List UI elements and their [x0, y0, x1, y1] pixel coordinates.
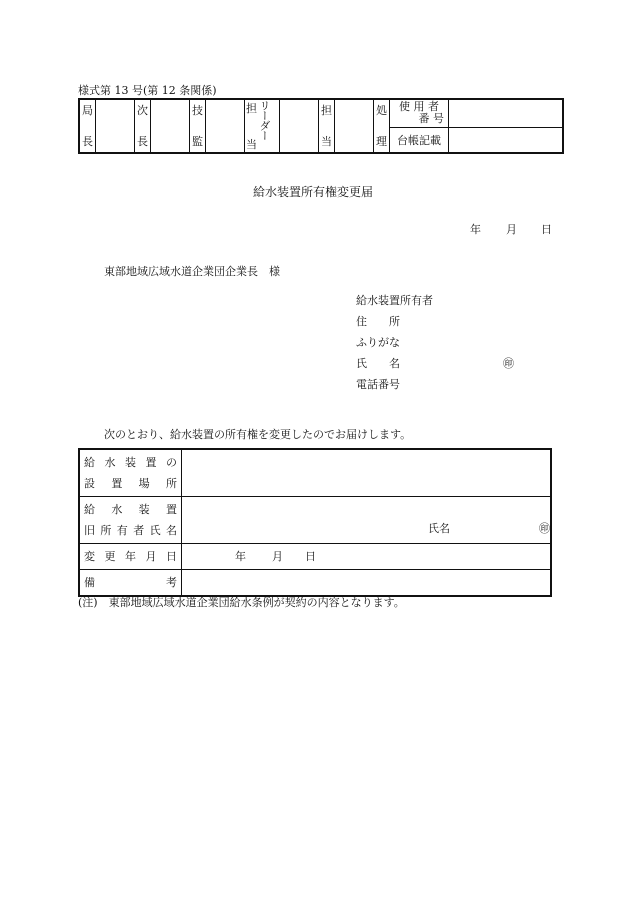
owner-heading: 給水装置所有者	[356, 294, 433, 307]
tanto-label: 担 当	[319, 99, 335, 153]
change-details-table	[78, 448, 552, 597]
document-title: 給水装置所有権変更届	[253, 185, 374, 199]
addressee: 東部地域広域水道企業団企業長 様	[104, 265, 280, 278]
change-date-year: 年	[235, 550, 246, 563]
user-number-label: 使 用 者 番 号	[390, 99, 449, 127]
owner-furigana-label: ふりがな	[356, 336, 400, 349]
owner-seal-mark: ㊞	[503, 357, 514, 370]
tanto-stamp-box[interactable]	[335, 99, 374, 153]
user-number-field[interactable]	[449, 99, 564, 127]
date-month-label: 月	[506, 223, 517, 236]
owner-phone-label: 電話番号	[356, 378, 400, 391]
former-owner-label: 給水装置 旧所有者氏名	[79, 497, 182, 544]
former-owner-field[interactable]	[182, 497, 552, 544]
gikan-stamp-box[interactable]	[206, 99, 245, 153]
remarks-label: 備考	[79, 570, 182, 597]
ledger-entry-label: 台帳記載	[390, 127, 449, 153]
gikan-label: 技 監	[190, 99, 206, 153]
owner-address-label: 住 所	[356, 315, 400, 328]
jicho-label: 次 長	[135, 99, 151, 153]
remarks-field[interactable]	[182, 570, 552, 597]
former-owner-seal-mark: ㊞	[539, 522, 550, 535]
change-date-field[interactable]	[182, 544, 552, 570]
ledger-entry-field[interactable]	[449, 127, 564, 153]
shori-label: 処 理	[374, 99, 390, 153]
approval-stamp-table	[78, 98, 564, 154]
kyokucho-stamp-box[interactable]	[96, 99, 135, 153]
date-day-label: 日	[541, 223, 552, 236]
change-date-month: 月	[272, 550, 283, 563]
tanto-leader-label: 担 リーダー 当	[245, 99, 280, 153]
date-year-label: 年	[470, 223, 481, 236]
change-date-label: 変更年月日	[79, 544, 182, 570]
former-owner-name-label: 氏名	[428, 522, 450, 535]
install-location-label: 給水装置の 設置場所	[79, 449, 182, 497]
change-date-day: 日	[305, 550, 316, 563]
owner-name-label: 氏 名	[356, 357, 400, 370]
footnote: (注) 東部地域広域水道企業団給水条例が契約の内容となります。	[78, 596, 405, 609]
form-number: 様式第 13 号(第 12 条関係)	[78, 84, 217, 97]
install-location-field[interactable]	[182, 449, 552, 497]
jicho-stamp-box[interactable]	[151, 99, 190, 153]
leader-stamp-box[interactable]	[280, 99, 319, 153]
statement-text: 次のとおり、給水装置の所有権を変更したのでお届けします。	[104, 428, 412, 441]
kyokucho-label: 局 長	[79, 99, 96, 153]
